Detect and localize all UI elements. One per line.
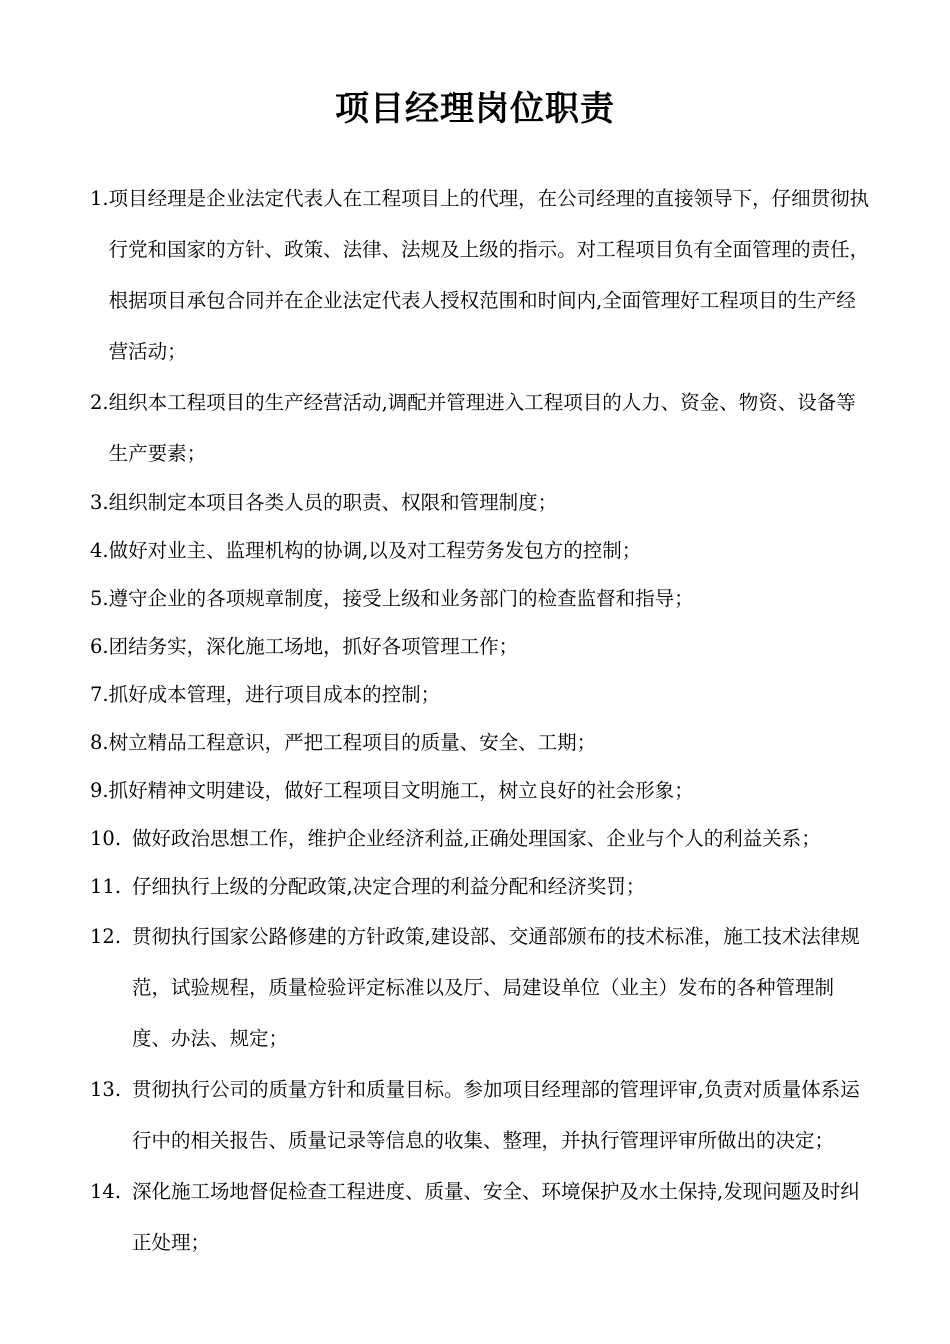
duty-item-4: [90, 527, 870, 575]
duty-item-13: [90, 1064, 870, 1166]
duty-text: 组织制定本项目各类人员的职责、权限和管理制度；: [108, 491, 558, 514]
duty-item-2: [90, 377, 870, 479]
duty-text: 仔细执行上级的分配政策,决定合理的利益分配和经济奖罚；: [132, 875, 646, 898]
duty-item-11: [90, 863, 870, 911]
duty-number: 10.: [90, 827, 122, 850]
duty-item-9: [90, 767, 870, 815]
duty-text: 做好对业主、监理机构的协调,以及对工程劳务发包方的控制；: [108, 539, 642, 562]
duty-number: 8.: [90, 731, 109, 754]
duty-number: 14.: [90, 1180, 122, 1203]
duty-text: 组织本工程项目的生产经营活动,调配并管理进入工程项目的人力、资金、物资、设备等生产要素；: [108, 391, 856, 465]
duty-list: [90, 173, 870, 1268]
duty-number: 12.: [90, 925, 122, 948]
duty-text: 贯彻执行公司的质量方针和质量目标。参加项目经理部的管理评审,负责对质量体系运行中的相关报告、质量记录等信息的收集、整理，并执行管理评审所做出的决定；: [132, 1078, 860, 1152]
duty-text: 贯彻执行国家公路修建的方针政策,建设部、交通部颁布的技术标准，施工技术法律规范，试验规程，质量检验评定标准以及厅、局建设单位（业主）发布的各种管理制度、办法、规定；: [132, 925, 860, 1050]
duty-item-3: [90, 479, 870, 527]
duty-text: 树立精品工程意识，严把工程项目的质量、安全、工期；: [108, 731, 597, 754]
duty-number: 13.: [90, 1078, 122, 1101]
duty-text: 团结务实，深化施工场地，抓好各项管理工作；: [108, 635, 519, 658]
duty-item-8: [90, 719, 870, 767]
duty-text: 遵守企业的各项规章制度，接受上级和业务部门的检查监督和指导；: [108, 587, 694, 610]
duty-number: 2.: [90, 391, 109, 414]
duty-number: 1.: [90, 187, 109, 210]
duty-item-5: [90, 575, 870, 623]
duty-text: 深化施工场地督促检查工程进度、质量、安全、环境保护及水土保持,发现问题及时纠正处理；: [132, 1180, 860, 1254]
duty-number: 3.: [90, 491, 109, 514]
duty-item-7: [90, 671, 870, 719]
duty-text: 抓好精神文明建设，做好工程项目文明施工，树立良好的社会形象；: [108, 779, 694, 802]
document-title: 项目经理岗位职责: [335, 89, 615, 129]
duty-number: 5.: [90, 587, 109, 610]
duty-item-10: [90, 815, 870, 863]
duty-number: 6.: [90, 635, 109, 658]
duty-text: 做好政治思想工作，维护企业经济利益,正确处理国家、企业与个人的利益关系；: [132, 827, 821, 850]
duty-item-14: [90, 1166, 870, 1268]
duty-text: 抓好成本管理，进行项目成本的控制；: [108, 683, 441, 706]
duty-number: 4.: [90, 539, 109, 562]
duty-text: 项目经理是企业法定代表人在工程项目上的代理，在公司经理的直接领导下，仔细贯彻执行党和国家的方针、政策、法律、法规及上级的指示。对工程项目负有全面管理的责任，根据项目承包合同并在企业法定代表人授权范围和时间内,全面管理好工程项目的生产经营活动；: [108, 187, 870, 363]
duty-number: 7.: [90, 683, 109, 706]
duty-item-12: [90, 911, 870, 1064]
duty-item-6: [90, 623, 870, 671]
duty-number: 9.: [90, 779, 109, 802]
duty-number: 11.: [90, 875, 122, 898]
duty-item-1: [90, 173, 870, 377]
